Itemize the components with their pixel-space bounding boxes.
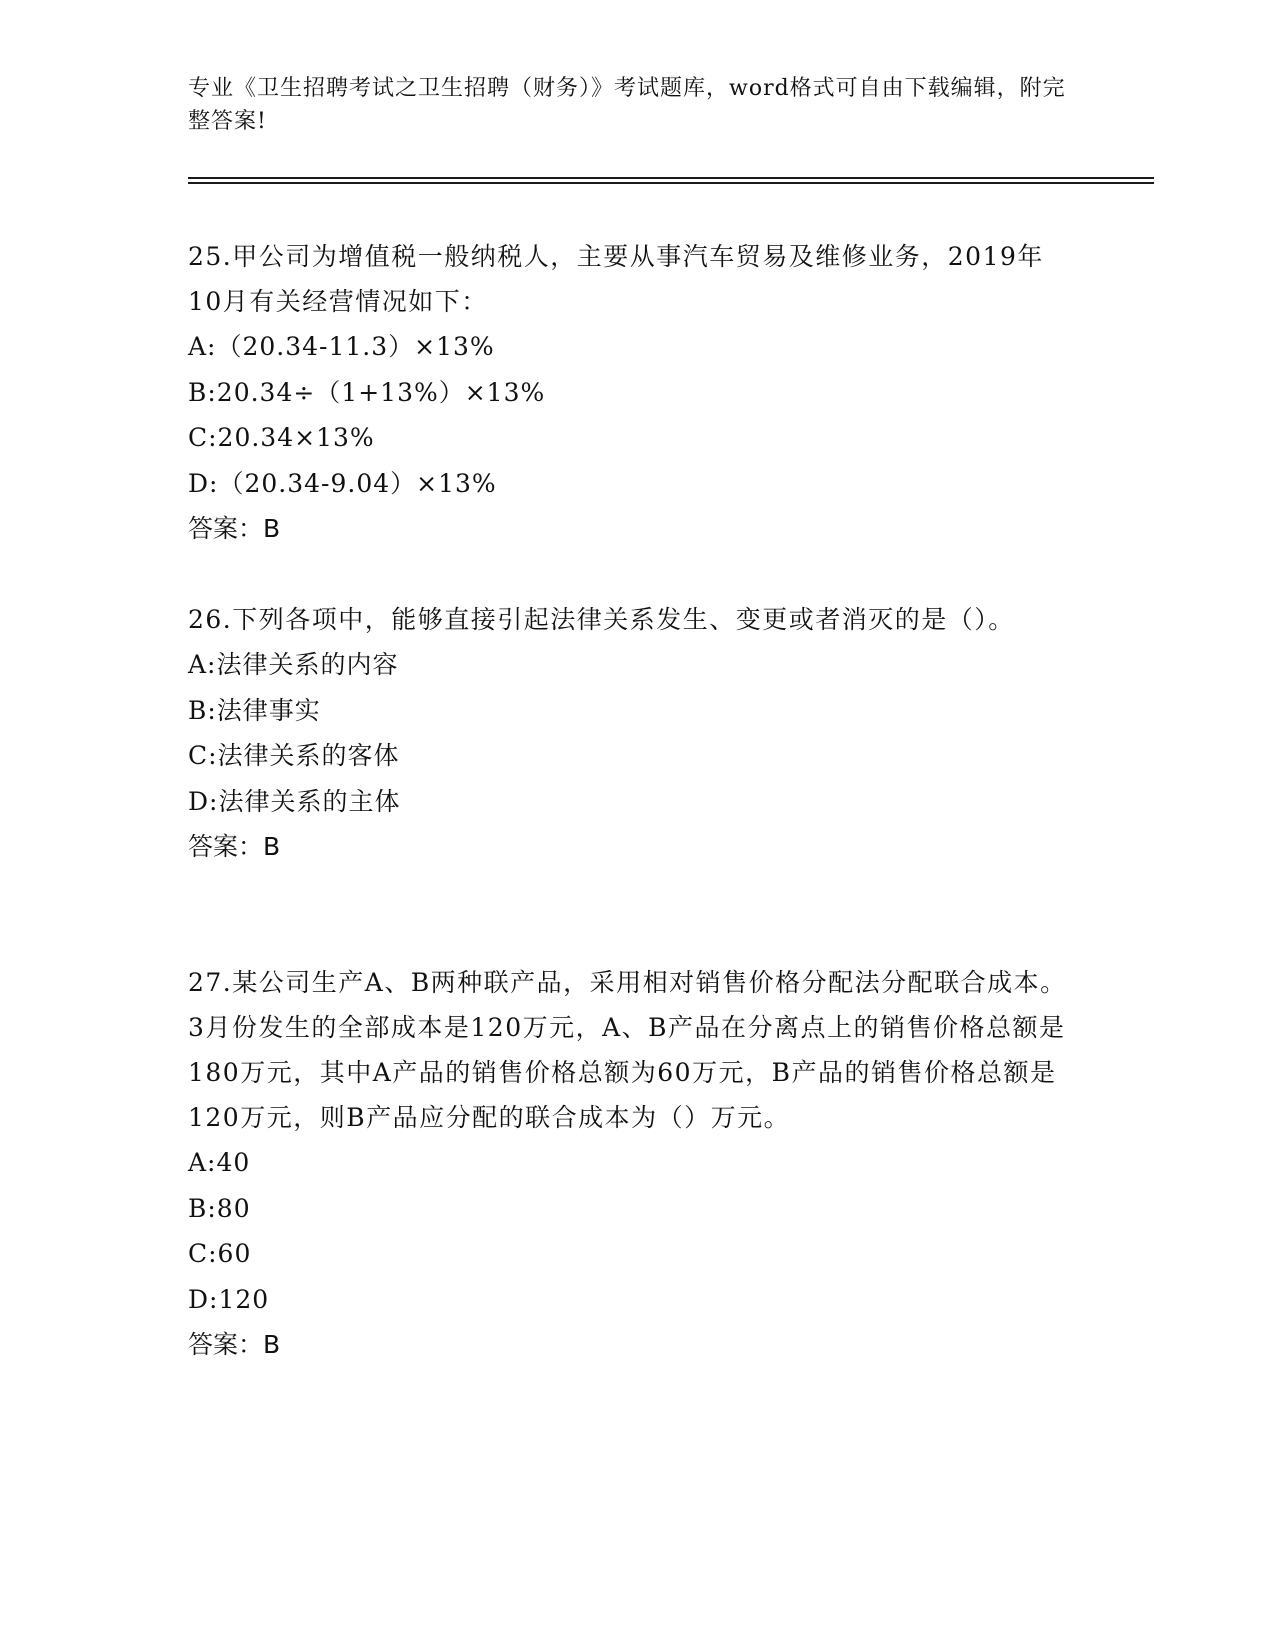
header-divider-top [188, 177, 1154, 179]
option-b: B:80 [188, 1193, 251, 1223]
option-b: B:20.34÷（1+13%）×13% [188, 377, 546, 407]
option-d: D:120 [188, 1284, 270, 1314]
option-d: D:法律关系的主体 [188, 786, 401, 816]
option-a: A:法律关系的内容 [188, 650, 399, 679]
question-27 [188, 960, 1068, 1368]
question-stem: 26.下列各项中，能够直接引起法律关系发生、变更或者消灭的是（）。 [188, 605, 1015, 634]
option-a: A:40 [188, 1148, 251, 1177]
document-header: 专业《卫生招聘考试之卫生招聘（财务）》考试题库，word格式可自由下载编辑，附完整答案! [188, 76, 1066, 134]
header-divider-bottom [188, 182, 1154, 184]
option-c: C:20.34×13% [188, 423, 375, 452]
question-stem: 27.某公司生产A、B两种联产品，采用相对销售价格分配法分配联合成本。3月份发生的全部成本是120万元，A、B产品在分离点上的销售价格总额是180万元，其中A产品的销售价格总额为60万元，B产品的销售价格总额是120万元，则B产品应分配的联合成本为（）万元。 [188, 968, 1067, 1132]
question-25 [188, 234, 1068, 552]
option-b: B:法律事实 [188, 695, 321, 725]
question-26 [188, 597, 1068, 870]
option-a: A:（20.34-11.3）×13% [188, 332, 495, 361]
answer: 答案：B [188, 832, 281, 861]
question-stem: 25.甲公司为增值税一般纳税人，主要从事汽车贸易及维修业务，2019年10月有关经营情况如下： [188, 242, 1044, 316]
option-c: C:法律关系的客体 [188, 741, 400, 770]
answer: 答案：B [188, 514, 281, 543]
option-c: C:60 [188, 1239, 252, 1268]
option-d: D:（20.34-9.04）×13% [188, 468, 497, 498]
answer: 答案：B [188, 1330, 281, 1359]
